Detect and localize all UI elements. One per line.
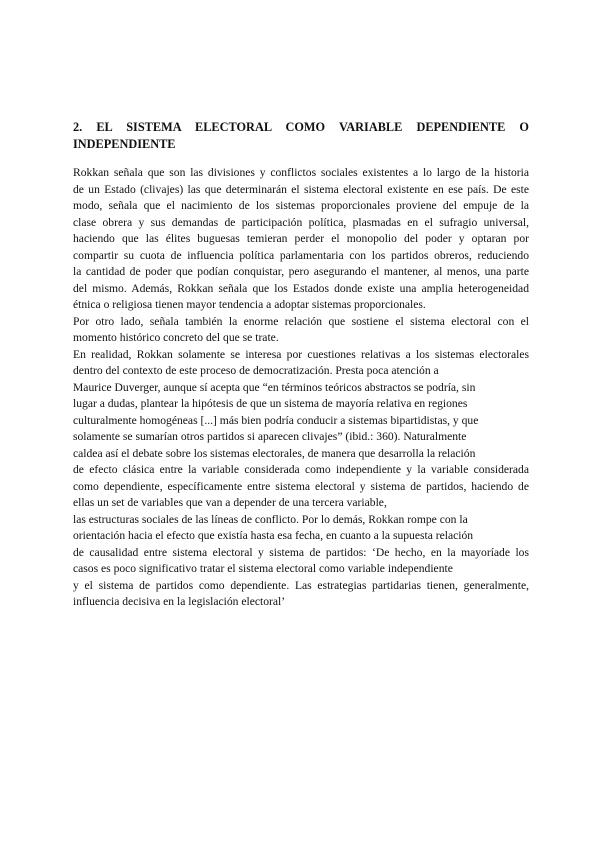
text-line: de causalidad entre sistema electoral y sistema de partidos: ‘De hecho, en la mayoríade los (73, 545, 529, 559)
text-line: compartir su cuota de influencia política parlamentaria con los partidos obreros, reduciendo (73, 248, 529, 262)
text-line: como dependiente, específicamente entre sistema electoral y sistema de partidos, haciendo de (73, 479, 529, 493)
text-line: caldea así el debate sobre los sistemas electorales, de manera que desarrolla la relación (73, 446, 476, 460)
text-line: orientación hacia el efecto que existía hasta esa fecha, en cuanto a la supuesta relación (73, 529, 474, 542)
text-line: y el sistema de partidos como dependiente. Las estrategias partidarias tienen, generalmente, (73, 578, 529, 592)
text-line: influencia decisiva en la legislación electoral’ (73, 595, 286, 608)
text-line: casos es poco significativo tratar el sistema electoral como variable independiente (73, 562, 453, 575)
text-line: Rokkan señala que son las divisiones y conflictos sociales existentes a lo largo de la historia (73, 166, 529, 179)
text-line: la cantidad de poder que podían conquistar, pero asegurando el mantener, al menos, una parte (73, 265, 529, 278)
text-line: étnica o religiosa tienen mayor tendencia a adoptar sistemas proporcionales. (73, 298, 426, 311)
text-line: haciendo que las élites buguesas temieran perder el monopolio del poder y optaran por (73, 232, 529, 245)
text-line: solamente se sumarían otros partidos si aparecen clivajes” (ibid.: 360). Naturalmente (73, 430, 467, 443)
text-line: culturalmente homogéneas [...] más bien podría conducir a sistemas bipartidistas, y que (73, 413, 479, 427)
text-line: lugar a dudas, plantear la hipótesis de que un sistema de mayoría relativa en regiones (73, 397, 468, 410)
text-line: del mismo. Además, Rokkan señala que los Estados donde existe una amplia heterogeneidad (73, 281, 529, 295)
body-text (73, 165, 529, 611)
text-line: modo, señala que el nacimiento de los sistemas proporcionales proviene del empuje de la (73, 199, 529, 212)
text-line: En realidad, Rokkan solamente se interesa por cuestiones relativas a los sistemas electorales (73, 347, 529, 361)
text-line: de un Estado (clivajes) las que determinarán el sistema electoral existente en ese país. De este (73, 182, 529, 196)
text-line: momento histórico concreto del que se trate. (73, 331, 279, 344)
text-line: las estructuras sociales de las líneas de conflicto. Por lo demás, Rokkan rompe con la (73, 512, 468, 526)
text-line: Maurice Duverger, aunque sí acepta que “en términos teóricos abstractos se podría, sin (73, 380, 476, 394)
text-line: de efecto clásica entre la variable considerada como independiente y la variable considerada (73, 463, 529, 476)
text-line: dentro del contexto de este proceso de democratización. Presta poca atención a (73, 364, 439, 377)
text-line: ellas un set de variables que van a depender de una tercera variable, (73, 496, 387, 509)
section-heading: 2. EL SISTEMA ELECTORAL COMO VARIABLE DEPENDIENTE O INDEPENDIENTE (73, 120, 529, 151)
text-line: Por otro lado, señala también la enorme relación que sostiene el sistema electoral con el (73, 314, 529, 328)
text-line: clase obrera y sus demandas de participación política, plasmadas en el sufragio universal, (73, 215, 529, 229)
